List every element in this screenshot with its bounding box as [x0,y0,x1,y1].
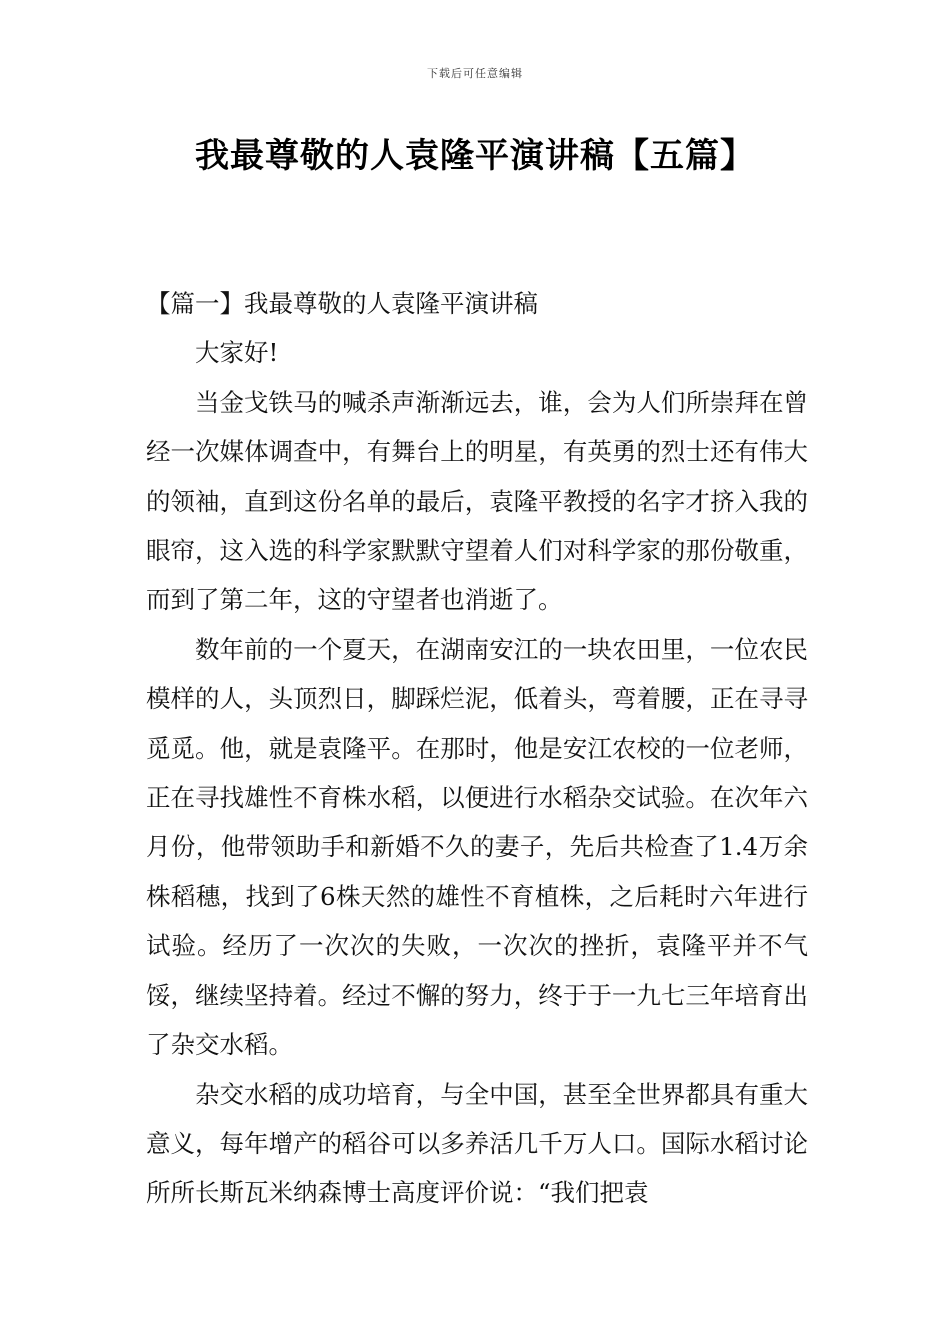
document-body [146,279,808,1218]
paragraph: 当金戈铁马的喊杀声渐渐远去，谁，会为人们所崇拜在曾经一次媒体调查中，有舞台上的明星，有英勇的烈士还有伟大的领袖，直到这份名单的最后，袁隆平教授的名字才挤入我的眼帘，这入选的科学家默默守望着人们对科学家的那份敬重，而到了第二年，这的守望者也消逝了。 [146,387,808,615]
header-note: 下载后可任意编辑 [427,67,523,80]
paragraph: 数年前的一个夏天，在湖南安江的一块农田里，一位农民模样的人，头顶烈日，脚踩烂泥，低着头，弯着腰，正在寻寻觅觅。他，就是袁隆平。在那时，他是安江农校的一位老师，正在寻找雄性不育株水稻，以便进行水稻杂交试验。在次年六月份，他带领助手和新婚不久的妻子，先后共检查了1.4万余株稻穗，找到了6株天然的雄性不育植株，之后耗时六年进行试验。经历了一次次的失败，一次次的挫折，袁隆平并不气馁，继续坚持着。经过不懈的努力，终于于一九七三年培育出了杂交水稻。 [146,634,808,1060]
paragraph: 杂交水稻的成功培育，与全中国，甚至全世界都具有重大意义，每年增产的稻谷可以多养活几千万人口。国际水稻讨论所所长斯瓦米纳森博士高度评价说：“我们把袁 [146,1079,808,1208]
section-heading: 【篇一】我最尊敬的人袁隆平演讲稿 [146,289,538,318]
paragraph-greeting: 大家好! [195,338,279,368]
document-title: 我最尊敬的人袁隆平演讲稿【五篇】 [195,136,755,176]
